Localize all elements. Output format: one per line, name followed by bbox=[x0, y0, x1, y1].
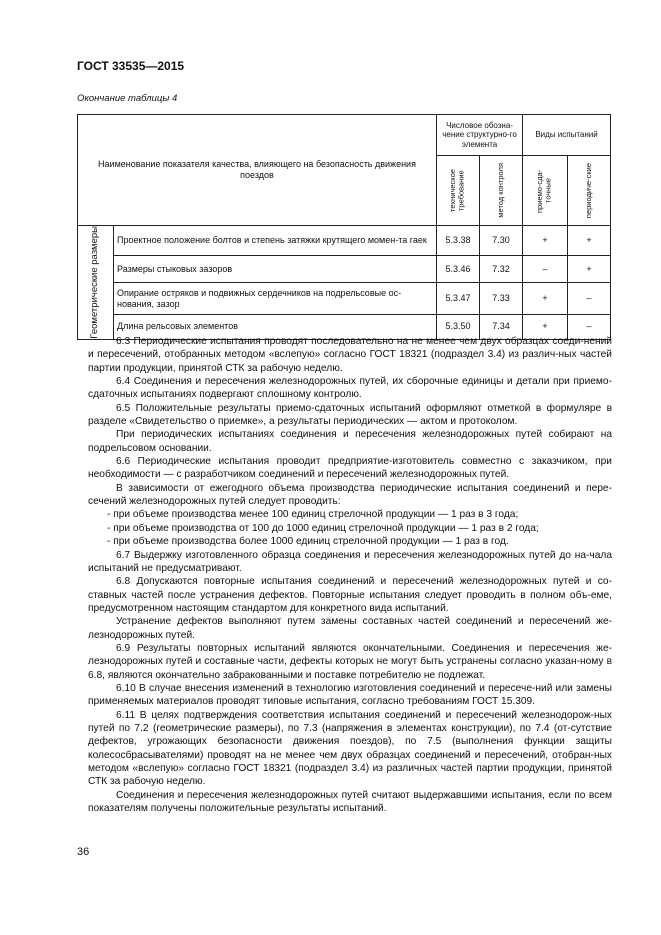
paragraph-6-5: 6.5 Положительные результаты приемо-сдаточных испытаний оформляют отметкой в формуляре в разделе «Свидетельство о приемке», а результаты периодических — актом и протоколом. bbox=[88, 402, 612, 428]
row-acceptance: – bbox=[523, 255, 568, 282]
row-name: Размеры стыковых зазоров bbox=[114, 255, 437, 282]
row-method: 7.30 bbox=[480, 226, 523, 256]
list-item: - при объеме производства более 1000 единиц стрелочной продукции — 1 раз в год. bbox=[107, 536, 509, 548]
subheader-periodic: периодиче-ские bbox=[583, 162, 593, 219]
table-row bbox=[78, 226, 611, 256]
row-name: Длина рельсовых элементов bbox=[114, 314, 437, 339]
table-row bbox=[78, 255, 611, 282]
row-periodic: – bbox=[568, 314, 611, 339]
row-name: Опирание остряков и подвижных сердечников на подрельсовые ос-нования, зазор bbox=[114, 283, 437, 314]
table-caption: Окончание таблицы 4 bbox=[77, 93, 178, 104]
paragraph-6-11: 6.11 В целях подтверждения соответствия испытания соединений и пересечений железнодорож-ных путей по 7.2 (геометрические размеры), по 7.3 (напряжения в элементах конструкции), по 7.4 (от-сутствие дефектов, угрожающих безопасности движения поездов), по 7.5 (выполнения функции защиты колесосбрасывателями) проводят на не менее чем двух образцах соединений и пересечений, отобран-ных методом «вслепую» согласно ГОСТ 18321 (подраздел 3.4) из различных частей партии продукции, принятой СТК за рабочую неделю. bbox=[88, 709, 612, 788]
paragraph-6-3: 6.3 Периодические испытания проводят последовательно на не менее чем двух образцах соеди-нений и пересечений, отобранных методом «вслепую» согласно ГОСТ 18321 (подраздел 3.4) из различ-ных частей партии продукции, принятой СТК за рабочую неделю. bbox=[88, 336, 612, 374]
row-requirement: 5.3.46 bbox=[437, 255, 480, 282]
paragraph-6-7: 6.7 Выдержку изготовленного образца соединения и пересечения железнодорожных путей до на-чала испытаний не предусматривают. bbox=[88, 549, 612, 574]
paragraph-6-10: 6.10 В случае внесения изменений в технологию изготовления соединений и пересече-ний или замены применяемых материалов проводят типовые испытания, согласно требованиям ГОСТ 15.309. bbox=[88, 682, 612, 708]
table-row bbox=[78, 283, 611, 314]
row-requirement: 5.3.50 bbox=[437, 314, 480, 339]
subheader-method: метод контроля bbox=[495, 163, 505, 218]
paragraph: Соединения и пересечения железнодорожных путей считают выдержавшими испытания, если по всем показателям получены положительные результаты испытаний. bbox=[88, 789, 612, 815]
page-number: 36 bbox=[77, 846, 90, 858]
row-periodic: + bbox=[568, 255, 611, 282]
row-name: Проектное положение болтов и степень затяжки крутящего момен-та гаек bbox=[114, 226, 437, 256]
header-indicator: Наименование показателя качества, влияющего на безопасность движения поездов bbox=[78, 115, 437, 226]
paragraph-6-9: 6.9 Результаты повторных испытаний являются окончательными. Соединения и пересечения же-лезнодорожных путей и составные части, дефекты которых не могут быть устранены согласно указан-ному в 6.8, являются окончательно забракованными и поставке потребителю не подлежат. bbox=[88, 642, 612, 681]
row-periodic: + bbox=[568, 226, 611, 256]
row-acceptance: + bbox=[523, 226, 568, 256]
header-numeric: Числовое обозна-чение структурно-го элемента bbox=[437, 115, 523, 156]
row-acceptance: + bbox=[523, 314, 568, 339]
row-requirement: 5.3.38 bbox=[437, 226, 480, 256]
subheader-acceptance: приемо-сда-точные bbox=[535, 168, 554, 213]
row-method: 7.33 bbox=[480, 283, 523, 314]
list-item: - при объеме производства менее 100 единиц стрелочной продукции — 1 раз в 3 года; bbox=[107, 509, 519, 521]
row-acceptance: + bbox=[523, 283, 568, 314]
row-periodic: – bbox=[568, 283, 611, 314]
header-kinds: Виды испытаний bbox=[523, 115, 611, 156]
body-text bbox=[88, 335, 612, 815]
table-4 bbox=[77, 114, 611, 340]
list-item: - при объеме производства от 100 до 1000 единиц стрелочной продукции — 1 раз в 2 года; bbox=[107, 522, 539, 534]
paragraph-6-8: 6.8 Допускаются повторные испытания соединений и пересечений железнодорожных путей и со-ставных частей после устранения дефектов. Повторные испытания следует проводить в полном объ-еме, предусмотренном настоящим стандартом для конкретного вида испытаний. bbox=[88, 576, 612, 614]
row-requirement: 5.3.47 bbox=[437, 283, 480, 314]
subheader-requirement: техническое требование bbox=[448, 169, 467, 212]
document-header: ГОСТ 33535—2015 bbox=[77, 59, 185, 73]
group-label: Геометрические размеры bbox=[89, 226, 101, 339]
paragraph-6-4: 6.4 Соединения и пересечения железнодорожных путей, их сборочные единицы и детали при приемо-сдаточных испытаниях подвергают сплошному контролю. bbox=[88, 376, 612, 401]
row-method: 7.34 bbox=[480, 314, 523, 339]
paragraph: При периодических испытаниях соединения и пересечения железнодорожных путей собирают на подрельсовом основании. bbox=[88, 429, 612, 454]
row-method: 7.32 bbox=[480, 255, 523, 282]
paragraph-6-6: 6.6 Периодические испытания проводит предприятие-изготовитель совместно с заказчиком, при необходимости — с разработчиком соединений и пересечений железнодорожных путей. bbox=[88, 456, 612, 481]
paragraph: Устранение дефектов выполняют путем замены составных частей соединений и пересечений же-лезнодорожных путей. bbox=[88, 616, 612, 641]
paragraph: В зависимости от ежегодного объема производства периодические испытания соединений и пере-сечений железнодорожных путей следует проводить: bbox=[88, 482, 612, 508]
